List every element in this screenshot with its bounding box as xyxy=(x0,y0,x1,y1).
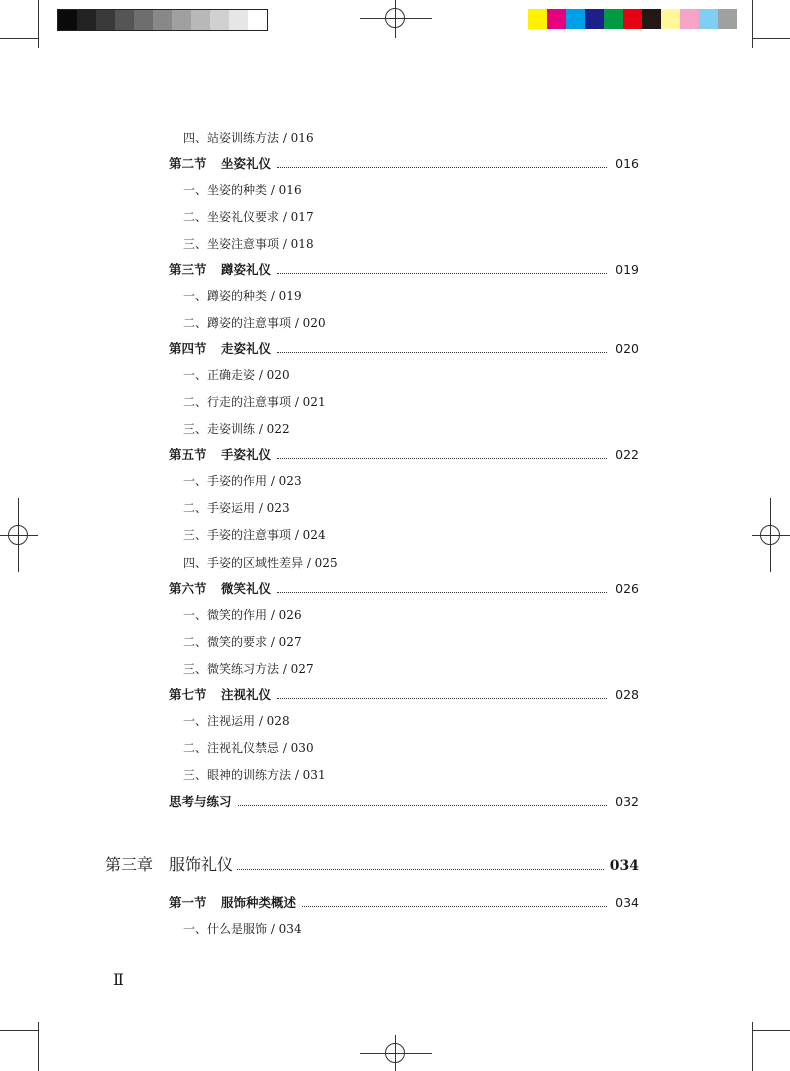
toc-section xyxy=(169,262,639,278)
registration-circle xyxy=(760,525,780,545)
gray-swatch xyxy=(172,10,191,30)
gray-swatch xyxy=(96,10,115,30)
toc-entry-number: 第四节 xyxy=(169,341,207,356)
crop-mark xyxy=(752,38,790,39)
leader-dots xyxy=(302,905,607,907)
toc-entry-number: 第七节 xyxy=(169,687,207,702)
gray-swatch xyxy=(153,10,172,30)
crop-mark xyxy=(0,38,38,39)
toc-subentry: 一、正确走姿 / 020 xyxy=(183,368,290,382)
gray-swatch xyxy=(115,10,134,30)
leader-dots xyxy=(277,591,607,593)
toc-page-number: 019 xyxy=(615,262,639,277)
color-swatch xyxy=(680,9,699,29)
page-number: Ⅱ xyxy=(113,970,124,989)
gray-swatch xyxy=(191,10,210,30)
color-swatch xyxy=(718,9,737,29)
toc-section xyxy=(169,156,639,172)
toc-page-number: 032 xyxy=(615,794,639,809)
toc-page-number: 034 xyxy=(615,895,639,910)
toc-entry-number: 第五节 xyxy=(169,447,207,462)
gray-swatch xyxy=(58,10,77,30)
color-swatch xyxy=(547,9,566,29)
toc-subentry: 一、注视运用 / 028 xyxy=(183,714,290,728)
toc-entry-number: 第一节 xyxy=(169,895,207,910)
leader-dots xyxy=(277,697,607,699)
toc-subentry: 三、眼神的训练方法 / 031 xyxy=(183,768,326,782)
toc-subentry: 一、蹲姿的种类 / 019 xyxy=(183,289,302,303)
toc-entry-title: 走姿礼仪 xyxy=(221,341,272,356)
crop-mark xyxy=(752,1022,753,1071)
leader-dots xyxy=(237,869,604,870)
toc-entry-title: 蹲姿礼仪 xyxy=(221,262,272,277)
toc-subentry: 三、坐姿注意事项 / 018 xyxy=(183,237,314,251)
toc-page-number: 026 xyxy=(615,581,639,596)
toc-subentry: 二、行走的注意事项 / 021 xyxy=(183,395,326,409)
toc-page-number: 034 xyxy=(609,858,639,874)
toc-page-number: 016 xyxy=(615,156,639,171)
toc-entry-title: 手姿礼仪 xyxy=(221,447,272,462)
toc-entry-title: 服饰种类概述 xyxy=(221,895,297,910)
toc-page-number: 028 xyxy=(615,687,639,702)
crop-mark xyxy=(0,1030,38,1031)
leader-dots xyxy=(277,272,607,274)
toc-entry-title: 微笑礼仪 xyxy=(221,581,272,596)
color-swatch xyxy=(604,9,623,29)
toc-section xyxy=(169,447,639,463)
toc-subentry: 三、微笑练习方法 / 027 xyxy=(183,662,314,676)
toc-section xyxy=(169,794,639,810)
leader-dots xyxy=(277,457,607,459)
toc-page-number: 020 xyxy=(615,341,639,356)
gray-swatch xyxy=(229,10,248,30)
toc-subentry: 四、站姿训练方法 / 016 xyxy=(183,131,314,145)
leader-dots xyxy=(277,351,607,353)
grayscale-bar xyxy=(57,9,268,31)
toc-chapter xyxy=(105,857,639,875)
toc-entry-number: 第三节 xyxy=(169,262,207,277)
toc-subentry: 二、注视礼仪禁忌 / 030 xyxy=(183,741,314,755)
leader-dots xyxy=(277,166,607,168)
color-swatch xyxy=(585,9,604,29)
color-swatch xyxy=(661,9,680,29)
color-swatch xyxy=(566,9,585,29)
toc-section xyxy=(169,687,639,703)
toc-subentry: 二、蹲姿的注意事项 / 020 xyxy=(183,316,326,330)
toc-entry-title: 坐姿礼仪 xyxy=(221,156,272,171)
toc-subentry: 一、坐姿的种类 / 016 xyxy=(183,183,302,197)
toc-subentry: 一、什么是服饰 / 034 xyxy=(183,922,302,936)
toc-subentry: 二、坐姿礼仪要求 / 017 xyxy=(183,210,314,224)
toc-entry-title: 思考与练习 xyxy=(169,794,232,809)
toc-section xyxy=(169,581,639,597)
toc-entry-number: 第六节 xyxy=(169,581,207,596)
gray-swatch xyxy=(210,10,229,30)
color-bar xyxy=(528,9,737,29)
toc-entry-number: 第三章 xyxy=(105,855,154,874)
crop-mark xyxy=(38,0,39,48)
toc-entry-title: 服饰礼仪 xyxy=(169,855,234,874)
gray-swatch xyxy=(134,10,153,30)
color-swatch xyxy=(699,9,718,29)
toc-subentry: 三、走姿训练 / 022 xyxy=(183,422,290,436)
crop-mark xyxy=(752,0,753,48)
toc-subentry: 一、手姿的作用 / 023 xyxy=(183,474,302,488)
gray-swatch xyxy=(77,10,96,30)
color-swatch xyxy=(623,9,642,29)
toc-subentry: 一、微笑的作用 / 026 xyxy=(183,608,302,622)
registration-circle xyxy=(385,8,405,28)
crop-mark xyxy=(38,1022,39,1071)
toc-entry-number: 第二节 xyxy=(169,156,207,171)
toc-subentry: 三、手姿的注意事项 / 024 xyxy=(183,528,326,542)
color-swatch xyxy=(642,9,661,29)
registration-circle xyxy=(385,1043,405,1063)
registration-circle xyxy=(8,525,28,545)
leader-dots xyxy=(238,804,608,806)
toc-subentry: 四、手姿的区域性差异 / 025 xyxy=(183,556,338,570)
gray-swatch xyxy=(248,10,267,30)
color-swatch xyxy=(528,9,547,29)
crop-mark xyxy=(752,1030,790,1031)
toc-section xyxy=(169,895,639,911)
toc-page-number: 022 xyxy=(615,447,639,462)
toc-entry-title: 注视礼仪 xyxy=(221,687,272,702)
toc-subentry: 二、手姿运用 / 023 xyxy=(183,501,290,515)
toc-subentry: 二、微笑的要求 / 027 xyxy=(183,635,302,649)
toc-section xyxy=(169,341,639,357)
